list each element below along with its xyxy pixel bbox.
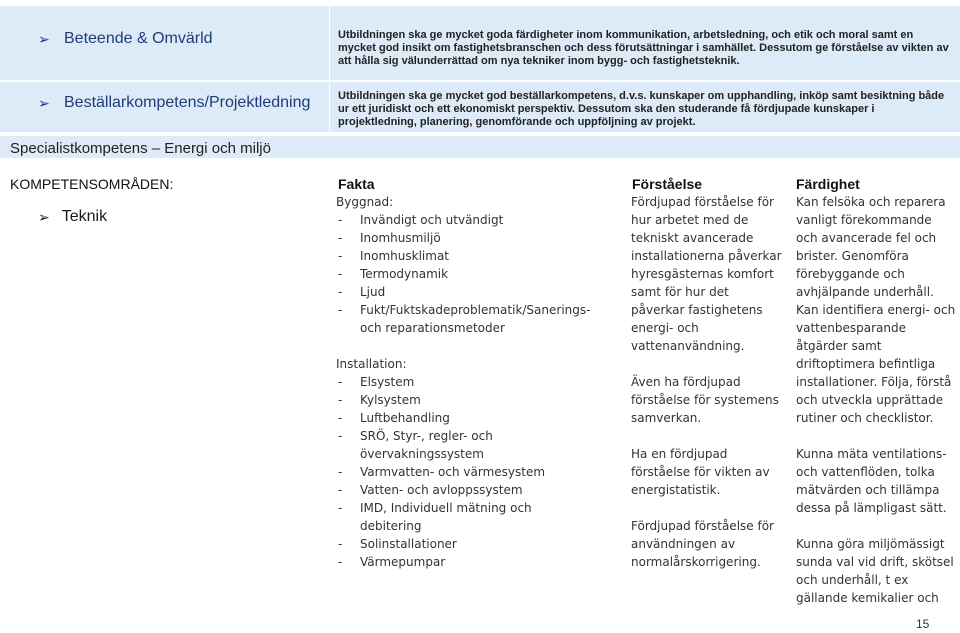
list-item: - Luftbehandling	[336, 409, 626, 427]
list-item: - Värmepumpar	[336, 553, 626, 571]
forstaelse-column	[631, 193, 783, 571]
fardighet-para: Kunna mäta ventilations- och vattenflöden, tolka mätvärden och tillämpa dessa på lämpligast sätt.	[796, 447, 947, 515]
fardighet-para: Kunna göra miljömässigt sunda val vid drift, skötsel och underhåll, t ex gällande kemikalier och	[796, 537, 954, 605]
fardighet-para: Kan felsöka och reparera vanligt förekommande och avancerade fel och brister. Genomföra förebyggande och avhjälpande underhåll. Kan identifiera energi- och vattenbesparande åtgärder samt driftoptimera befintliga installationer. Följa, förstå och utveckla upprättade rutiner och checklistor.	[796, 195, 956, 425]
list-item: - IMD, Individuell mätning och debitering	[336, 499, 560, 535]
row-title-beteende	[38, 30, 213, 48]
byggnad-list	[336, 211, 626, 337]
chevron-right-icon: ➢	[38, 208, 50, 225]
row-title-text: Beställarkompetens/Projektledning	[64, 94, 311, 111]
list-item: - Ljud	[336, 283, 626, 301]
header-fakta: Fakta	[338, 176, 375, 192]
fakta-column	[336, 193, 626, 571]
chevron-right-icon: ➢	[38, 30, 50, 47]
forstaelse-para: Fördjupad förståelse för användningen av normalårskorrigering.	[631, 519, 774, 569]
row-title-text: Beteende & Omvärld	[64, 30, 213, 47]
header-forstaelse: Förståelse	[632, 176, 703, 192]
list-item: - Vatten- och avloppssystem	[336, 481, 626, 499]
forstaelse-para: Fördjupad förståelse för hur arbetet med de tekniskt avancerade installationerna påverkar hyresgästernas komfort samt för hur det påverkar fastighetens energi- och vattenanvändning.	[631, 195, 782, 353]
list-item: - SRÖ, Styr-, regler- och övervakningssystem	[336, 427, 540, 463]
fardighet-column	[796, 193, 956, 607]
specialist-heading: Specialistkompetens – Energi och miljö	[10, 140, 271, 157]
page-number: 15	[916, 617, 930, 631]
list-item: - Elsystem	[336, 373, 626, 391]
chevron-right-icon: ➢	[38, 94, 50, 111]
row-desc-bestallar: Utbildningen ska ge mycket god beställarkompetens, d.v.s. kunskaper om upphandling, inköp samt besiktning både ur ett juridiskt och ett ekonomiskt perspektiv. Dessutom ska den studerande få fördjupade kunskaper i projektledning, planering, genomförande och uppföljning av projekt.	[338, 90, 945, 128]
list-item: - Inomhusmiljö	[336, 229, 626, 247]
column-divider	[329, 6, 330, 132]
list-item: - Solinstallationer	[336, 535, 626, 553]
header-fardighet: Färdighet	[796, 176, 860, 192]
row-desc-beteende: Utbildningen ska ge mycket goda färdigheter inom kommunikation, arbetsledning, och etik och moral samt en mycket god insikt om fastighetsbranschen och dess förutsättningar i samhället. Dessutom ge förståelse av vikten av att hålla sig välunderrättad om nya tekniker inom bygg- och fastighetsteknik.	[338, 29, 949, 67]
installation-label: Installation:	[336, 357, 407, 371]
list-item: - Varmvatten- och värmesystem	[336, 463, 626, 481]
area-teknik	[38, 208, 107, 226]
list-item: - Inomhusklimat	[336, 247, 626, 265]
list-item: - Termodynamik	[336, 265, 626, 283]
area-label: Teknik	[61, 208, 108, 225]
list-item: - Fukt/Fuktskadeproblematik/Sanerings- och reparationsmetoder	[336, 301, 570, 337]
forstaelse-para: Ha en fördjupad förståelse för vikten av energistatistik.	[631, 447, 770, 497]
list-item: - Kylsystem	[336, 391, 626, 409]
header-omraden: KOMPETENSOMRÅDEN:	[10, 176, 174, 192]
row-title-bestallar	[38, 94, 310, 112]
forstaelse-para: Även ha fördjupad förståelse för systemens samverkan.	[631, 375, 779, 425]
installation-list	[336, 373, 626, 571]
list-item: - Invändigt och utvändigt	[336, 211, 626, 229]
byggnad-label: Byggnad:	[336, 195, 394, 209]
